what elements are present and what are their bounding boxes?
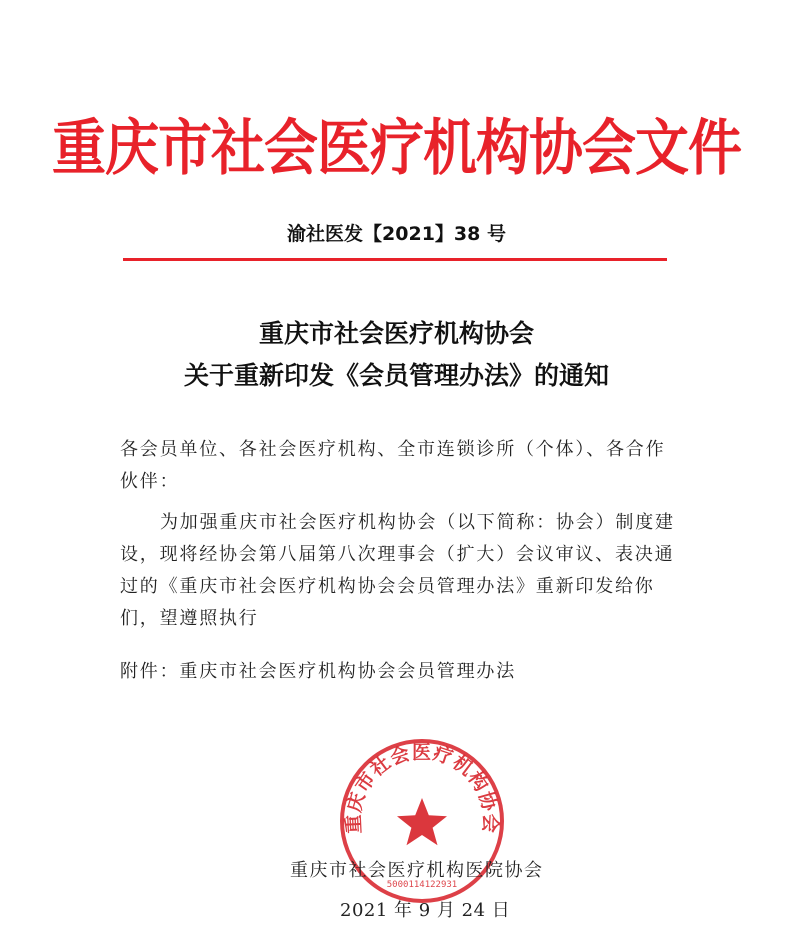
seal-arc-text: 重庆市社会医疗机构协会 <box>342 741 502 835</box>
notice-title-line1: 重庆市社会医疗机构协会 <box>258 319 534 348</box>
document-header-title: 重庆市社会医疗机构协会文件 <box>52 112 741 183</box>
notice-title-line2: 关于重新印发《会员管理办法》的通知 <box>183 361 609 390</box>
seal-star-icon <box>397 798 447 845</box>
signature-organization: 重庆市社会医疗机构医院协会 <box>290 860 544 881</box>
header-divider-line <box>123 258 667 261</box>
salutation: 各会员单位、各社会医疗机构、全市连锁诊所（个体）、各合作伙伴： <box>120 439 666 492</box>
issue-date: 2021 年 9 月 24 日 <box>340 900 511 921</box>
attachment-line: 附件：重庆市社会医疗机构协会会员管理办法 <box>120 661 516 682</box>
seal-serial-number: 5000114122931 <box>386 880 458 890</box>
body-paragraph: 为加强重庆市社会医疗机构协会（以下简称：协会）制度建设，现将经协会第八届第八次理事会（扩大）会议审议、表决通过的《重庆市社会医疗机构协会会员管理办法》重新印发给你们，望遵照执行 <box>120 512 675 629</box>
document-number: 渝社医发【2021】38 号 <box>287 223 506 245</box>
